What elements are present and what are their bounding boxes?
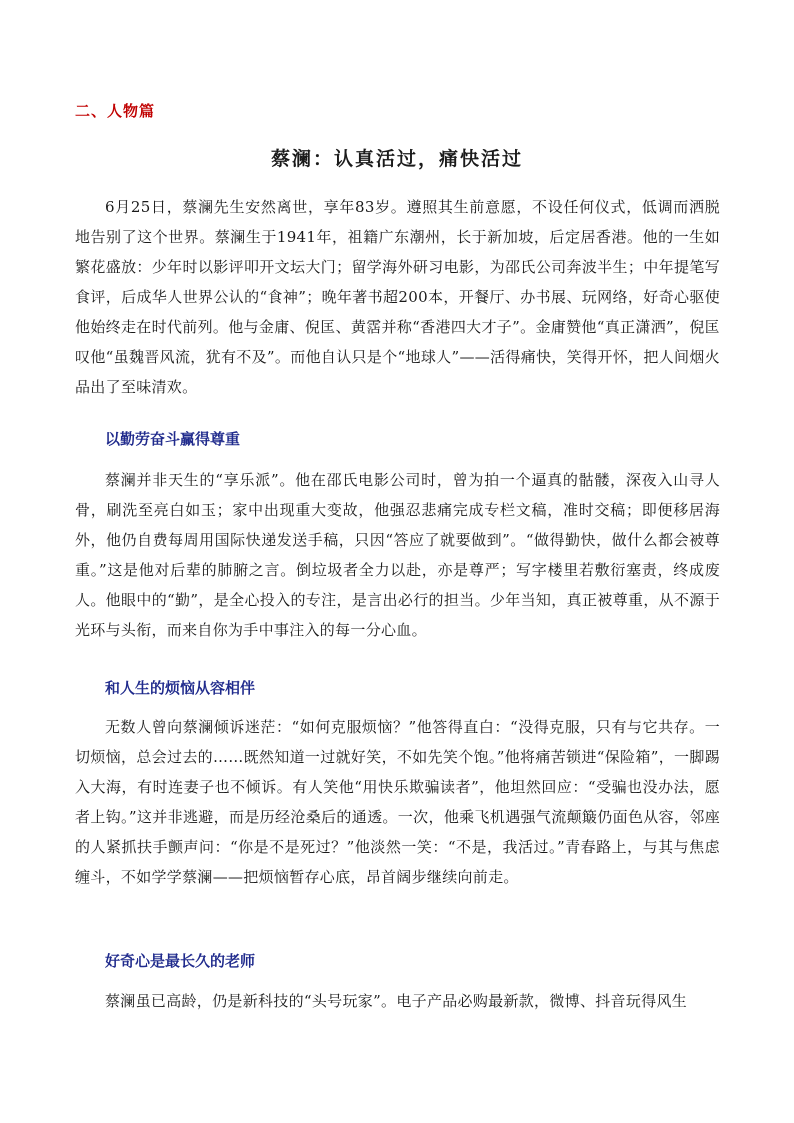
subheading-worries: 和人生的烦恼从容相伴 — [105, 679, 256, 697]
hard-work-paragraph: 蔡澜并非天生的“享乐派”。他在邵氏电影公司时，曾为拍一个逼真的骷髅，深夜入山寻人骨，刷洗至亮白如玉；家中出现重大变故，他强忍悲痛完成专栏文稿，准时交稿；即便移居海外，他仍自费每周用国际快递发送手稿，只因“答应了就要做到”。“做得勤快，做什么都会被尊重。”这是他对后辈的肺腑之言。倒垃圾者全力以赴，亦是尊严；写字楼里若敷衍塞责，终成废人。他眼中的“勤”，是全心投入的专注，是言出必行的担当。少年当知，真正被尊重，从不源于光环与头衔，而来自你为手中事注入的每一分心血。 — [75, 471, 720, 639]
subheading-hard-work: 以勤劳奋斗赢得尊重 — [105, 430, 241, 448]
curiosity-paragraph: 蔡澜虽已高龄，仍是新科技的“头号玩家”。电子产品必购最新款，微博、抖音玩得风生 — [105, 992, 688, 1010]
article-title: 蔡澜：认真活过，痛快活过 — [270, 148, 523, 170]
intro-paragraph: 6月25日，蔡澜先生安然离世，享年83岁。遵照其生前意愿，不设任何仪式，低调而洒脱地告别了这个世界。蔡澜生于1941年，祖籍广东潮州，长于新加坡，后定居香港。他的一生如繁花盛放：少年时以影评叩开文坛大门；留学海外研习电影，为邵氏公司奔波半生；中年提笔写食评，后成华人世界公认的“食神”；晚年著书超200本，开餐厅、办书展、玩网络，好奇心驱使他始终走在时代前列。他与金庸、倪匡、黄霑并称“香港四大才子”。金庸赞他“真正潇洒”，倪匡叹他“虽魏晋风流，犹有不及”。而他自认只是个“地球人”——活得痛快，笑得开怀，把人间烟火品出了至味清欢。 — [75, 198, 720, 396]
section-title: 二、人物篇 — [75, 102, 156, 120]
subheading-curiosity: 好奇心是最长久的老师 — [105, 952, 256, 970]
worries-paragraph: 无数人曾向蔡澜倾诉迷茫：“如何克服烦恼？”他答得直白：“没得克服，只有与它共存。一切烦恼，总会过去的……既然知道一过就好笑，不如先笑个饱。”他将痛苦锁进“保险箱”，一脚踢入大海，有时连妻子也不倾诉。有人笑他“用快乐欺骗读者”，他坦然回应：“受骗也没办法，愿者上钩。”这并非逃避，而是历经沧桑后的通透。一次，他乘飞机遇强气流颠簸仍面色从容，邻座的人紧抓扶手颤声问：“你是不是死过？”他淡然一笑：“不是，我活过。”青春路上，与其与焦虑缠斗，不如学学蔡澜——把烦恼暂存心底，昂首阔步继续向前走。 — [75, 718, 720, 886]
